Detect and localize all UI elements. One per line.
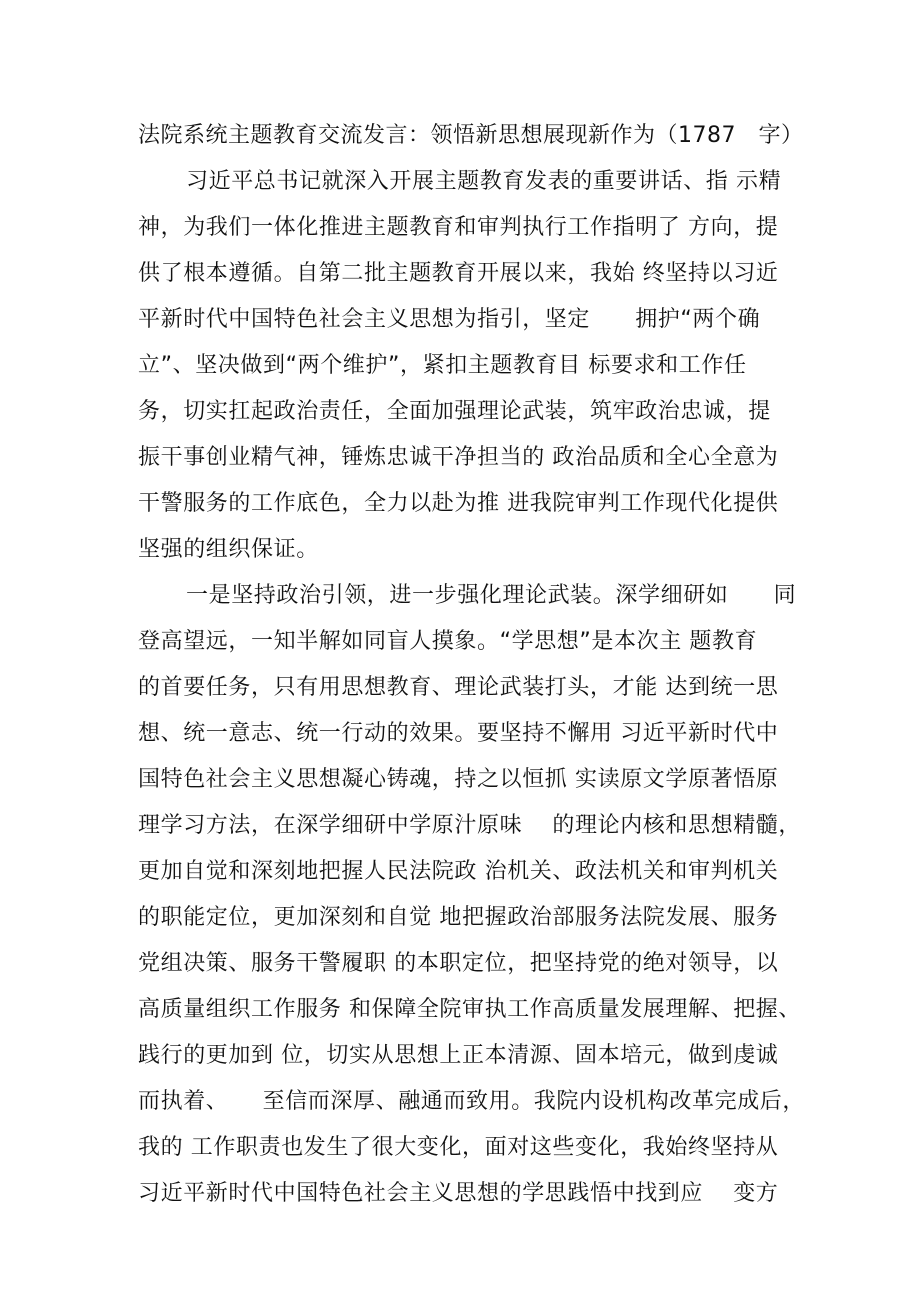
paragraph-2-line-5: 国特色社会主义思想凝心铸魂，持之以恒抓 实读原文学原著悟原 [138, 767, 779, 792]
document-title: 法院系统主题教育交流发言：领悟新思想展现新作为（1787 字） [138, 123, 804, 148]
paragraph-1-line-2: 神，为我们一体化推进主题教育和审判执行工作指明了 方向，提 [138, 215, 779, 240]
paragraph-1-line-7: 振干事创业精气神，锤炼忠诚干净担当的 政治品质和全心全意为 [138, 445, 779, 470]
paragraph-2-line-1: 一是坚持政治引领，进一步强化理论武装。深学细研如 同 [186, 583, 797, 608]
paragraph-1-line-5: 立”、坚决做到“两个维护”，紧扣主题教育目 标要求和工作任 [138, 353, 747, 378]
paragraph-2-line-4: 想、统一意志、统一行动的效果。要坚持不懈用 习近平新时代中 [138, 721, 779, 746]
paragraph-2-line-12: 而执着、 至信而深厚、融通而致用。我院内设机构改革完成后， [138, 1089, 806, 1114]
paragraph-1-line-3: 供了根本遵循。自第二批主题教育开展以来，我始 终坚持以习近 [138, 261, 779, 286]
paragraph-2-line-14: 习近平新时代中国特色社会主义思想的学思践悟中找到应 变方 [138, 1181, 779, 1206]
paragraph-1-line-8: 干警服务的工作底色，全力以赴为推 进我院审判工作现代化提供 [138, 491, 779, 516]
paragraph-2-line-2: 登高望远，一知半解如同盲人摸象。“学思想”是本次主 题教育 [138, 629, 758, 654]
paragraph-2-line-10: 高质量组织工作服务 和保障全院审执工作高质量发展理解、把握、 [138, 997, 801, 1022]
paragraph-1-line-1: 习近平总书记就深入开展主题教育发表的重要讲话、指 示精 [186, 169, 782, 194]
paragraph-1-line-6: 务，切实扛起政治责任，全面加强理论武装，筑牢政治忠诚，提 [138, 399, 771, 424]
paragraph-2-line-13: 我的 工作职责也发生了很大变化，面对这些变化，我始终坚持从 [138, 1135, 779, 1160]
paragraph-2-line-9: 党组决策、服务干警履职 的本职定位，把坚持党的绝对领导，以 [138, 951, 779, 976]
paragraph-2-line-3: 的首要任务，只有用思想教育、理论武装打头，才能 达到统一思 [138, 675, 779, 700]
paragraph-1-line-4: 平新时代中国特色社会主义思想为指引，坚定 拥护“两个确 [138, 307, 761, 332]
paragraph-2-line-7: 更加自觉和深刻地把握人民法院政 治机关、政法机关和审判机关 [138, 859, 779, 884]
paragraph-1-line-9: 坚强的组织保证。 [138, 537, 319, 562]
paragraph-2-line-6: 理学习方法，在深学细研中学原汁原味 的理论内核和思想精髓， [138, 813, 801, 838]
paragraph-2-line-8: 的职能定位，更加深刻和自觉 地把握政治部服务法院发展、服务 [138, 905, 779, 930]
paragraph-2-line-11: 践行的更加到 位，切实从思想上正本清源、固本培元，做到虔诚 [138, 1043, 779, 1068]
